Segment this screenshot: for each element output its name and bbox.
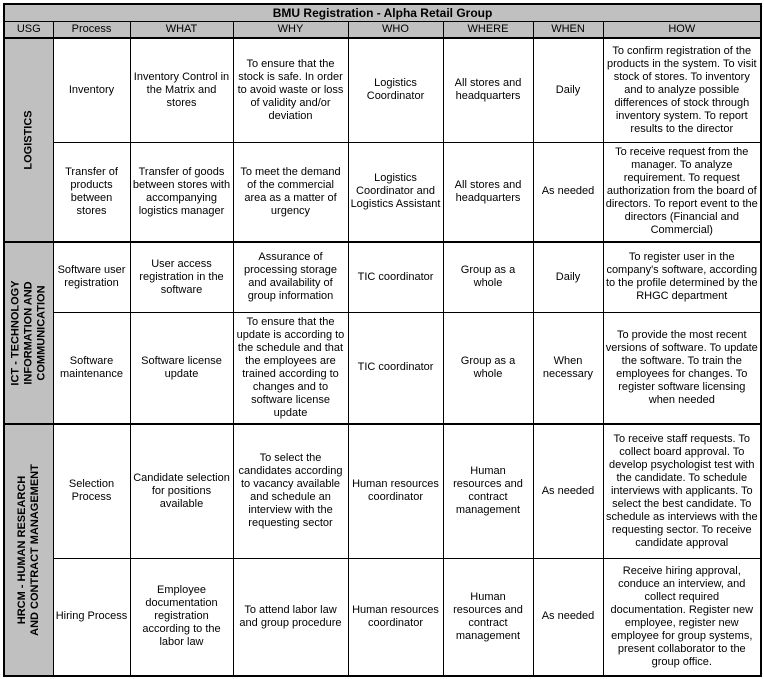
table-row: [4, 242, 761, 312]
cell-why: Assurance of processing storage and availability of group information: [233, 242, 348, 312]
cell-what: Software license update: [130, 312, 233, 424]
usg-group-ict: [4, 242, 53, 424]
table-row: [4, 38, 761, 142]
cell-where: Human resources and contract management: [443, 424, 533, 558]
cell-where: All stores and headquarters: [443, 142, 533, 242]
table-row: [4, 312, 761, 424]
cell-why: To meet the demand of the commercial area as a matter of urgency: [233, 142, 348, 242]
col-header-why: WHY: [233, 22, 348, 39]
col-header-process: Process: [53, 22, 130, 39]
usg-group-label: HRCM - HUMAN RESEARCH AND CONTRACT MANAGEMENT: [15, 464, 41, 636]
cell-when: As needed: [533, 142, 603, 242]
cell-process: Transfer of products between stores: [53, 142, 130, 242]
cell-where: Group as a whole: [443, 312, 533, 424]
table-title: BMU Registration - Alpha Retail Group: [4, 4, 761, 22]
cell-where: All stores and headquarters: [443, 38, 533, 142]
header-row: [4, 22, 761, 39]
title-row: [4, 4, 761, 22]
cell-what: User access registration in the software: [130, 242, 233, 312]
cell-process: Selection Process: [53, 424, 130, 558]
cell-how: To receive staff requests. To collect board approval. To develop psychologist test with the candidate. To schedule interviews with applicants. To select the best candidate. To schedule as interviews with the requesting sector. To receive candidate approval: [603, 424, 761, 558]
cell-how: Receive hiring approval, conduce an interview, and collect required documentation. Register new employee, register new employee for group systems, present collaborator to the group office.: [603, 558, 761, 676]
col-header-usg: USG: [4, 22, 53, 39]
cell-where: Human resources and contract management: [443, 558, 533, 676]
cell-when: As needed: [533, 424, 603, 558]
table-row: [4, 424, 761, 558]
cell-what: Employee documentation registration according to the labor law: [130, 558, 233, 676]
cell-how: To confirm registration of the products in the system. To visit stock of stores. To inventory and to analyze possible differences of stock through inventory system. To report results to the director: [603, 38, 761, 142]
col-header-who: WHO: [348, 22, 443, 39]
cell-what: Transfer of goods between stores with accompanying logistics manager: [130, 142, 233, 242]
cell-process: Inventory: [53, 38, 130, 142]
cell-how: To register user in the company's software, according to the profile determined by the RHGC department: [603, 242, 761, 312]
cell-when: When necessary: [533, 312, 603, 424]
col-header-when: WHEN: [533, 22, 603, 39]
usg-group-hrcm: [4, 424, 53, 676]
usg-group-label: ICT - TECHNOLOGY INFORMATION AND COMMUNICATION: [9, 280, 48, 386]
col-header-where: WHERE: [443, 22, 533, 39]
cell-who: Logistics Coordinator: [348, 38, 443, 142]
cell-how: To receive request from the manager. To analyze requirement. To request authorization from the board of directors. To report event to the directors (Financial and Commercial): [603, 142, 761, 242]
cell-when: Daily: [533, 242, 603, 312]
usg-group-logistics: [4, 38, 53, 242]
cell-process: Software maintenance: [53, 312, 130, 424]
cell-when: As needed: [533, 558, 603, 676]
col-header-what: WHAT: [130, 22, 233, 39]
cell-why: To select the candidates according to vacancy available and schedule an interview with the requesting sector: [233, 424, 348, 558]
cell-why: To ensure that the update is according to the schedule and that the employees are trained according to changes and to software license update: [233, 312, 348, 424]
cell-who: TIC coordinator: [348, 242, 443, 312]
col-header-how: HOW: [603, 22, 761, 39]
cell-what: Inventory Control in the Matrix and stores: [130, 38, 233, 142]
cell-process: Hiring Process: [53, 558, 130, 676]
cell-who: Human resources coordinator: [348, 424, 443, 558]
usg-group-label: LOGISTICS: [22, 110, 35, 170]
cell-who: TIC coordinator: [348, 312, 443, 424]
table-row: [4, 142, 761, 242]
cell-process: Software user registration: [53, 242, 130, 312]
bmu-registration-table: [3, 3, 762, 677]
cell-when: Daily: [533, 38, 603, 142]
cell-why: To attend labor law and group procedure: [233, 558, 348, 676]
cell-who: Logistics Coordinator and Logistics Assistant: [348, 142, 443, 242]
cell-why: To ensure that the stock is safe. In order to avoid waste or loss of validity and/or deviation: [233, 38, 348, 142]
cell-where: Group as a whole: [443, 242, 533, 312]
cell-what: Candidate selection for positions available: [130, 424, 233, 558]
cell-how: To provide the most recent versions of software. To update the software. To train the employees for changes. To register software licensing when needed: [603, 312, 761, 424]
cell-who: Human resources coordinator: [348, 558, 443, 676]
table-row: [4, 558, 761, 676]
